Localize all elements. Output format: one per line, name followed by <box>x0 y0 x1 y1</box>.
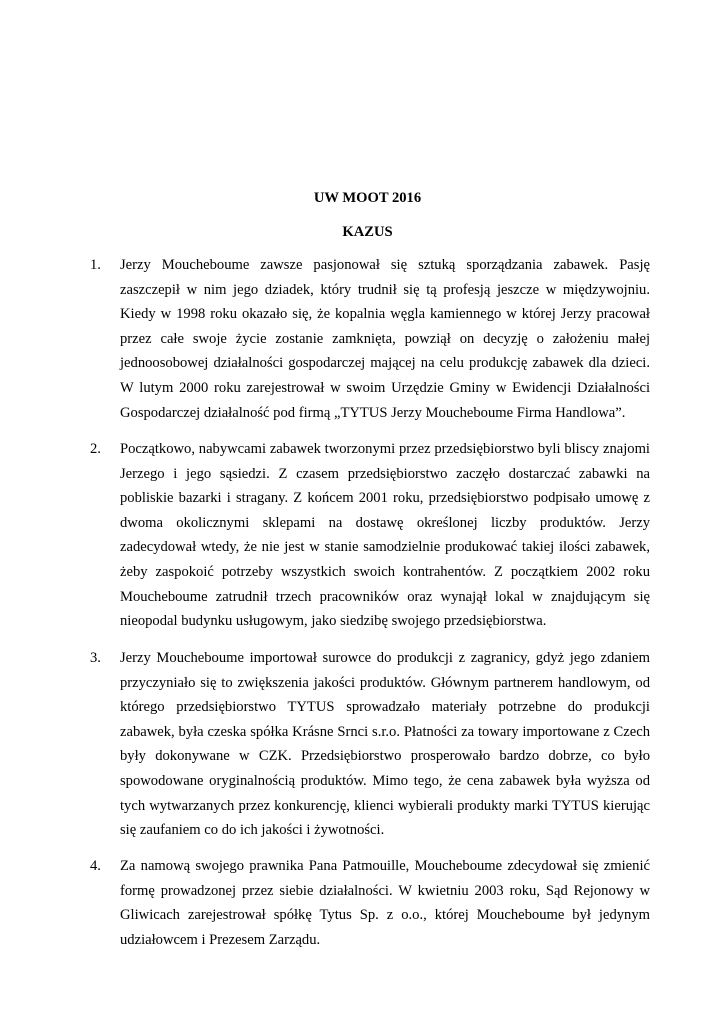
paragraph-text: Za namową swojego prawnika Pana Patmouille, Moucheboume zdecydował się zmienić formę prowadzonej przez siebie działalności. W kwietniu 2003 roku, Sąd Rejonowy w Gliwicach zarejestrował spółkę Tytus Sp. z o.o., której Moucheboume był jedynym udziałowcem i Prezesem Zarządu. <box>120 858 650 948</box>
numbered-paragraph-2 <box>90 437 650 634</box>
numbered-paragraph-3 <box>90 646 650 843</box>
paragraph-number: 3. <box>90 650 101 666</box>
numbered-paragraph-1 <box>90 253 650 425</box>
paragraph-text: Jerzy Moucheboume importował surowce do produkcji z zagranicy, gdyż jego zdaniem przyczyniało się to zwiększenia jakości produktów. Głównym partnerem handlowym, od którego przedsiębiorstwo TYTUS sprowadzało materiały potrzebne do produkcji zabawek, była czeska spółka Krásne Srnci s.r.o. Płatności za towary importowane z Czech były dokonywane w CZK. Przedsiębiorstwo prosperowało bardzo dobrze, co było spowodowane oryginalnością produktów. Mimo tego, że cena zabawek była wyższa od tych wytwarzanych przez konkurencję, klienci wybierali produkty marki TYTUS kierując się zaufaniem co do ich jakości i żywotności. <box>120 650 650 839</box>
document-subtitle: KAZUS <box>342 224 393 240</box>
numbered-paragraph-4 <box>90 854 650 952</box>
paragraph-number: 2. <box>90 441 101 457</box>
paragraph-number: 1. <box>90 257 101 273</box>
document-title: UW MOOT 2016 <box>313 190 422 206</box>
paragraph-text: Początkowo, nabywcami zabawek tworzonymi przez przedsiębiorstwo byli bliscy znajomi Jerzego i jego sąsiedzi. Z czasem przedsiębiorstwo zaczęło dostarczać zabawki na pobliskie bazarki i stragany. Z końcem 2001 roku, przedsiębiorstwo podpisało umowę z dwoma okolicznymi sklepami na dostawę określonej liczby produktów. Jerzy zadecydował wtedy, że nie jest w stanie samodzielnie produkować takiej ilości zabawek, żeby zaspokoić potrzeby wszystkich swoich kontrahentów. Z początkiem 2002 roku Moucheboume zatrudnił trzech pracowników oraz wynajął lokal w znajdującym się nieopodal budynku usługowym, jako siedzibę swojego przedsiębiorstwa. <box>120 441 650 630</box>
paragraph-text: Jerzy Moucheboume zawsze pasjonował się sztuką sporządzania zabawek. Pasję zaszczepił w nim jego dziadek, który trudnił się tą profesją jeszcze w międzywojniu. Kiedy w 1998 roku okazało się, że kopalnia węgla kamiennego w której Jerzy pracował przez całe swoje życie zostanie zamknięta, powziął on decyzję o założeniu małej jednoosobowej działalności gospodarczej mającej na celu produkcję zabawek dla dzieci. W lutym 2000 roku zarejestrował w swoim Urzędzie Gminy w Ewidencji Działalności Gospodarczej działalność pod firmą „TYTUS Jerzy Moucheboume Firma Handlowa”. <box>120 257 650 421</box>
paragraph-number: 4. <box>90 858 101 874</box>
